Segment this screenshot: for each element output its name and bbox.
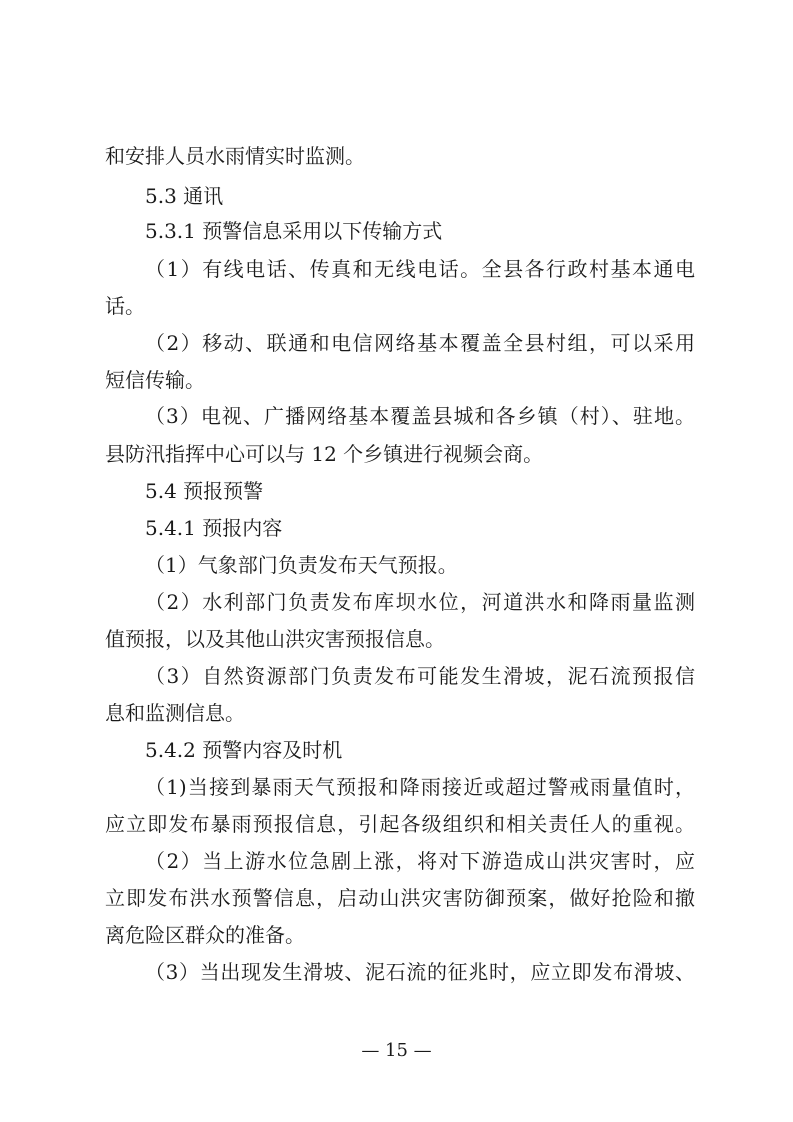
text-line: 应立即发布暴雨预报信息，引起各级组织和相关责任人的重视。 <box>105 812 695 836</box>
section-heading: 5.3 通讯 <box>145 184 224 208</box>
text-line: （2）移动、联通和电信网络基本覆盖全县村组，可以采用 <box>145 331 695 355</box>
text-line: 离危险区群众的准备。 <box>105 923 305 947</box>
text-line: （1）气象部门负责发布天气预报。 <box>145 553 458 577</box>
text-line: （3）自然资源部门负责发布可能发生滑坡，泥石流预报信 <box>145 664 695 688</box>
subsection-heading: 5.3.1 预警信息采用以下传输方式 <box>145 219 443 243</box>
page-number: — 15 — <box>361 1040 432 1061</box>
text-line: （1)当接到暴雨天气预报和降雨接近或超过警戒雨量值时， <box>145 775 695 799</box>
text-line: 县防汛指挥中心可以与 12 个乡镇进行视频会商。 <box>105 442 544 466</box>
text-line: 立即发布洪水预警信息，启动山洪灾害防御预案，做好抢险和撤 <box>105 886 695 910</box>
subsection-heading: 5.4.1 预报内容 <box>145 516 283 540</box>
text-line: 值预报，以及其他山洪灾害预报信息。 <box>105 627 445 651</box>
text-line: 短信传输。 <box>105 368 205 392</box>
text-line: 和安排人员水雨情实时监测。 <box>105 144 365 168</box>
text-line: （1）有线电话、传真和无线电话。全县各行政村基本通电 <box>145 257 695 281</box>
section-heading: 5.4 预报预警 <box>145 479 264 503</box>
subsection-heading: 5.4.2 预警内容及时机 <box>145 738 343 762</box>
text-line: （2）水利部门负责发布库坝水位，河道洪水和降雨量监测 <box>145 590 695 614</box>
text-line: （2）当上游水位急剧上涨，将对下游造成山洪灾害时，应 <box>145 849 695 873</box>
text-line: （3）当出现发生滑坡、泥石流的征兆时，应立即发布滑坡、 <box>145 960 695 984</box>
text-line: 话。 <box>105 294 145 318</box>
text-line: 息和监测信息。 <box>105 701 245 725</box>
text-line: （3）电视、广播网络基本覆盖县城和各乡镇（村）、驻地。 <box>145 404 695 428</box>
